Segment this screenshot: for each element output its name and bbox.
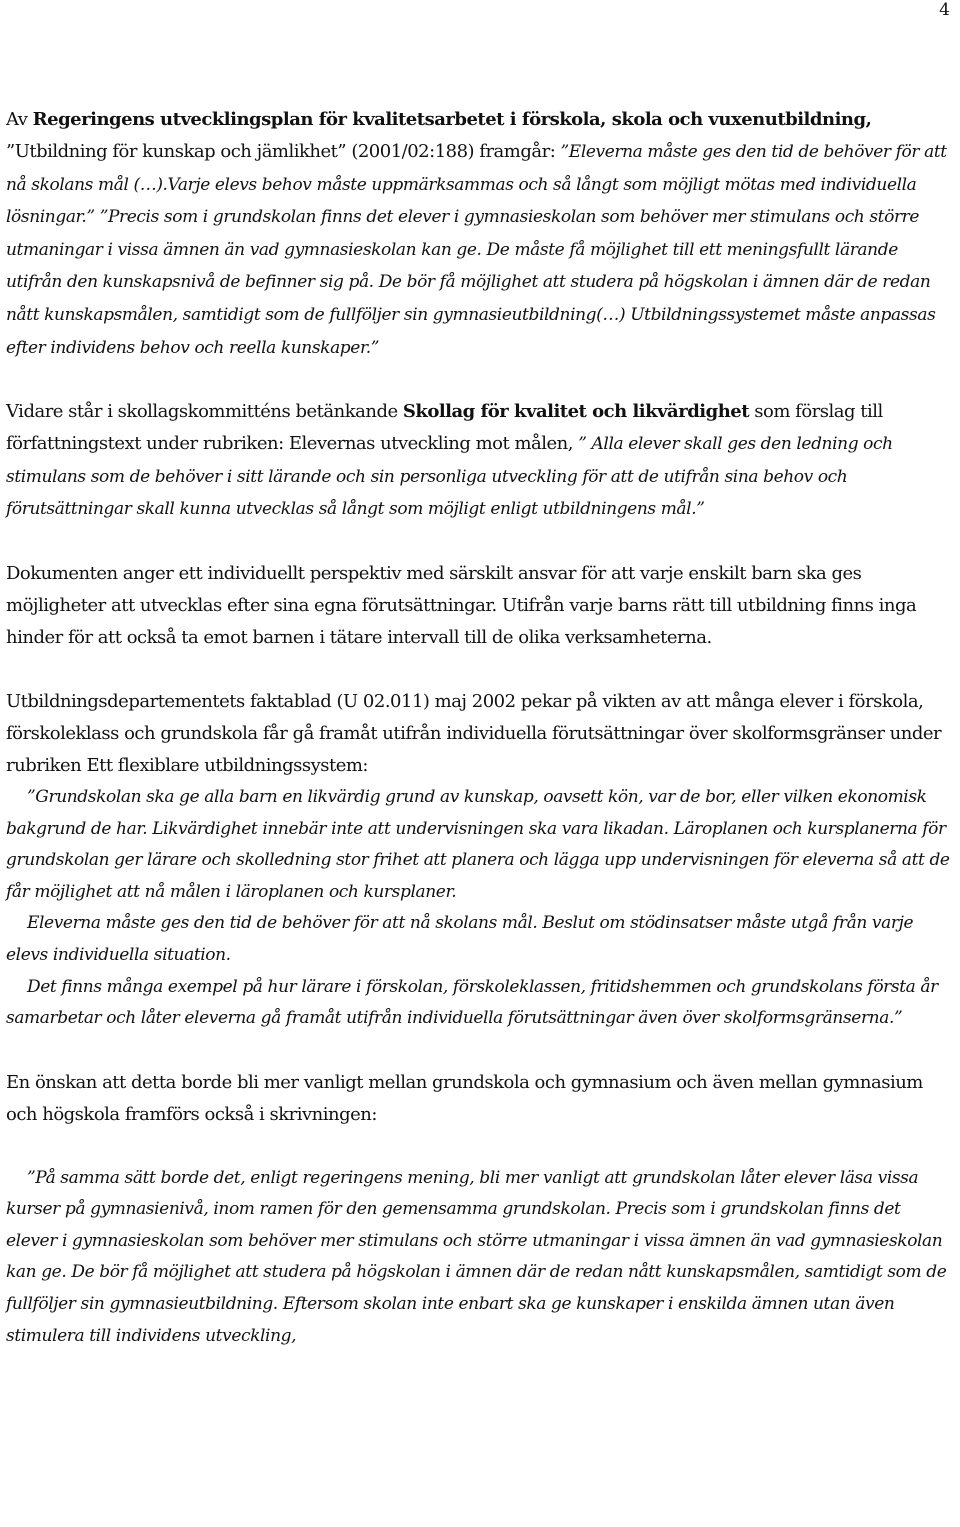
document-title-utvecklingsplan: Regeringens utvecklingsplan för kvalitetsarbetet i förskola, skola och vuxenutbildning,	[32, 109, 872, 130]
paragraph-onskan: En önskan att detta borde bli mer vanligt mellan grundskola och gymnasium och även mellan gymnasium och högskola framförs också i skrivningen:	[6, 1071, 923, 1125]
quote-samma-satt: ”På samma sätt borde det, enligt regeringens mening, bli mer vanligt att grundskolan låter elever läsa vissa kurser på gymnasienivå, inom ramen för den gemensamma grundskolan. Precis som i grundskolan finns det elever i gymnasieskolan som behöver mer stimulans och större utmaningar i vissa ämnen än vad gymnasieskolan kan ge. De bör få möjlighet att studera på högskolan i ämnen där de redan nått kunskapsmålen, samtidigt som de fullföljer sin gymnasieutbildning. Eftersom skolan inte enbart ska ge kunskaper i enskilda ämnen utan även stimulera till individens utveckling,	[6, 1167, 947, 1346]
paragraph-dokumenten: Dokumenten anger ett individuellt perspektiv med särskilt ansvar för att varje enskilt barn ska ges möjligheter att utvecklas efter sina egna förutsättningar. Utifrån varje barns rätt till utbildning finns inga hinder för att också ta emot barnen i tätare intervall till de olika verksamheterna.	[6, 562, 917, 648]
quote-skollag: ” Alla elever skall ges den ledning och stimulans som de behöver i sitt lärande och sin personliga utveckling för att de utifrån sina behov och förutsättningar skall kunna utvecklas så långt som möjligt enligt utbildningens mål.”	[6, 434, 893, 520]
paragraph-skollagskommitten	[6, 396, 954, 526]
text-lead: Av	[6, 109, 33, 130]
quote-faktablad-3: Det finns många exempel på hur lärare i förskolan, förskoleklassen, fritidshemmen och grundskolans första år samarbetar och låter eleverna gå framåt utifrån individuella förutsättningar även över skolformsgränserna.”	[6, 976, 938, 1029]
text-lead: Utbildningsdepartementets faktablad (U 02.011) maj 2002 pekar på vikten av att många elever i förskola, förskoleklass och grundskola får gå framåt utifrån individuella förutsättningar över skolformsgränser under rubriken Ett flexiblare utbildningssystem:	[6, 690, 942, 776]
document-body	[6, 104, 954, 1352]
quote-utvecklingsplan: ”Eleverna måste ges den tid de behöver för att nå skolans mål (…).Varje elevs behov måste uppmärksammas och så långt som möjligt mötas med individuella lösningar.” ”Precis som i grundskolan finns det elever i gymnasieskolan som behöver mer stimulans och större utmaningar i vissa ämnen än vad gymnasieskolan kan ge. De måste få möjlighet till ett meningsfullt lärande utifrån den kunskapsnivå de befinner sig på. De bör få möjlighet att studera på högskolan i ämnen där de redan nått kunskapsmålen, samtidigt som de fullföljer sin gymnasieutbildning(…) Utbildningssystemet måste anpassas efter individens behov och reella kunskaper.”	[6, 142, 947, 358]
quote-faktablad-2: Eleverna måste ges den tid de behöver för att nå skolans mål. Beslut om stödinsatser måste utgå från varje elevs individuella situation.	[6, 913, 914, 965]
page-number: 4	[939, 0, 950, 20]
document-title-skollag: Skollag för kvalitet och likvärdighet	[402, 401, 750, 423]
text-mid: ”Utbildning för kunskap och jämlikhet” (2001/02:188) framgår:	[6, 141, 556, 162]
text-lead: Vidare står i skollagskommitténs betänkande	[6, 401, 403, 423]
paragraph-faktablad	[6, 686, 954, 782]
paragraph-regeringens-utvecklingsplan	[6, 104, 954, 364]
quote-faktablad-1: ”Grundskolan ska ge alla barn en likvärdig grund av kunskap, oavsett kön, var de bor, eller vilken ekonomisk bakgrund de har. Likvärdighet innebär inte att undervisningen ska vara likadan. Läroplanen och kursplanerna för grundskolan ger lärare och skolledning stor frihet att planera och lägga upp undervisningen för eleverna så att de får möjlighet att nå målen i läroplanen och kursplaner.	[6, 786, 950, 902]
text-mid: som förslag till författningstext under rubriken: Elevernas utveckling mot målen,	[6, 401, 883, 455]
